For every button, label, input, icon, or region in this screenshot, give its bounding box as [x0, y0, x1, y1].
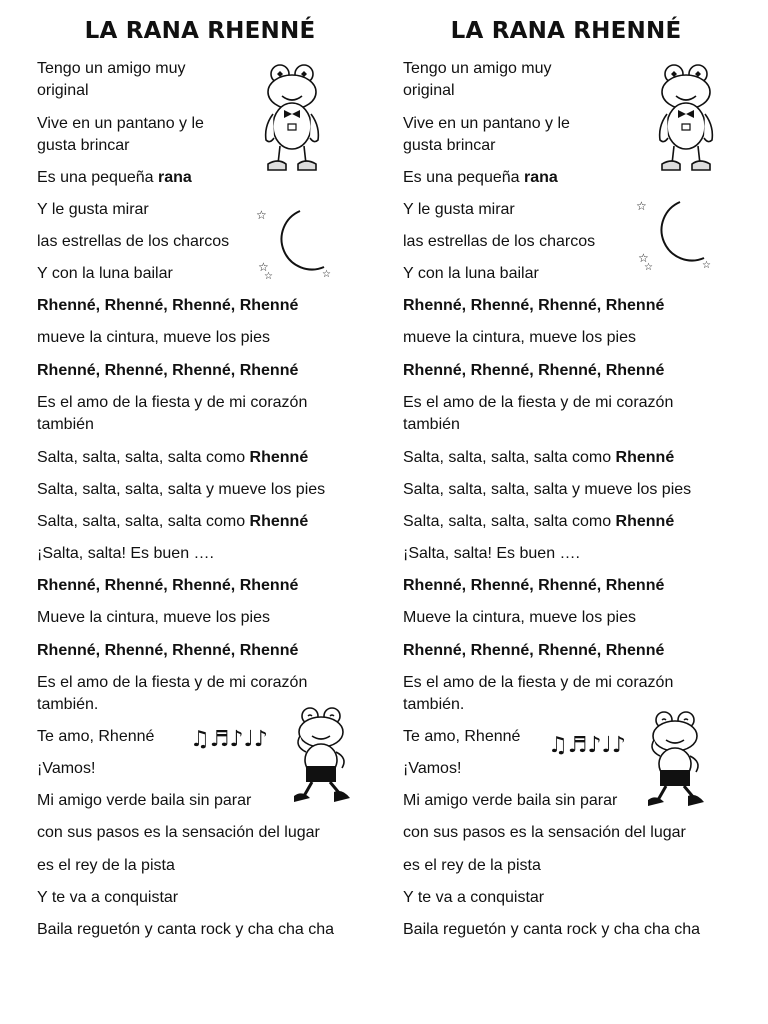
lyric-line: mueve la cintura, mueve los pies — [403, 329, 636, 346]
svg-text:☆: ☆ — [644, 262, 653, 272]
music-notes-illustration — [548, 708, 638, 756]
lyric-line: Es una pequeña rana — [37, 169, 192, 186]
lyric-line: Es el amo de la fiesta y de mi corazón también — [37, 394, 308, 433]
svg-text:☆: ☆ — [256, 208, 267, 222]
lyric-line: con sus pasos es la sensación del lugar — [37, 824, 320, 841]
lyric-line: Te amo, Rhenné — [37, 728, 155, 745]
lyric-line: las estrellas de los charcos — [37, 233, 230, 250]
svg-text:☆: ☆ — [258, 260, 269, 274]
svg-text:☆: ☆ — [702, 260, 711, 271]
lyric-line: ¡Salta, salta! Es buen …. — [403, 545, 580, 562]
song-sheet-right — [366, 0, 746, 1024]
lyric-chorus: Rhenné, Rhenné, Rhenné, Rhenné — [37, 362, 299, 379]
lyric-chorus: Rhenné, Rhenné, Rhenné, Rhenné — [403, 642, 665, 659]
lyric-chorus: Rhenné, Rhenné, Rhenné, Rhenné — [37, 577, 299, 594]
lyric-line: Salta, salta, salta, salta y mueve los pies — [403, 481, 692, 498]
lyric-line: Salta, salta, salta, salta como Rhenné — [37, 449, 309, 466]
lyric-chorus: Rhenné, Rhenné, Rhenné, Rhenné — [403, 362, 665, 379]
lyric-line: mueve la cintura, mueve los pies — [37, 329, 270, 346]
lyric-line: ¡Vamos! — [403, 760, 462, 777]
lyric-line: con sus pasos es la sensación del lugar — [403, 824, 686, 841]
lyric-chorus: Rhenné, Rhenné, Rhenné, Rhenné — [403, 577, 665, 594]
svg-text:☆: ☆ — [636, 199, 647, 213]
lyric-line: las estrellas de los charcos — [403, 233, 596, 250]
lyric-chorus: Rhenné, Rhenné, Rhenné, Rhenné — [37, 642, 299, 659]
lyric-line: es el rey de la pista — [37, 857, 175, 874]
svg-text:☆: ☆ — [322, 269, 331, 280]
lyric-line: Y le gusta mirar — [403, 201, 515, 218]
frog-standing-illustration — [256, 64, 328, 180]
lyric-line: Es el amo de la fiesta y de mi corazón también. — [37, 674, 308, 713]
lyric-chorus: Rhenné, Rhenné, Rhenné, Rhenné — [403, 297, 665, 314]
lyric-line: Salta, salta, salta, salta como Rhenné — [37, 513, 309, 530]
song-title: LA RANA RHENNÉ — [450, 18, 682, 44]
lyric-line: Vive en un pantano y le gusta brincar — [37, 115, 204, 154]
lyric-line: Salta, salta, salta, salta y mueve los pies — [37, 481, 326, 498]
lyric-line: Mi amigo verde baila sin parar — [37, 792, 252, 809]
svg-text:☆: ☆ — [638, 251, 649, 265]
lyric-line: Baila reguetón y canta rock y cha cha cha — [403, 921, 701, 938]
lyric-line: Y con la luna bailar — [37, 265, 173, 282]
frog-dancing-illustration — [640, 710, 710, 814]
svg-text:♫♬♪♩♪: ♫♬♪♩♪ — [190, 727, 268, 750]
lyric-line: es el rey de la pista — [403, 857, 541, 874]
lyric-line: Y te va a conquistar — [403, 889, 545, 906]
lyric-line: Y con la luna bailar — [403, 265, 539, 282]
lyric-line: Mueve la cintura, mueve los pies — [37, 609, 270, 626]
lyric-line: Tengo un amigo muy original — [37, 60, 186, 99]
lyric-line: Vive en un pantano y le gusta brincar — [403, 115, 570, 154]
lyric-line: Salta, salta, salta, salta como Rhenné — [403, 513, 675, 530]
lyric-line: Salta, salta, salta, salta como Rhenné — [403, 449, 675, 466]
lyric-line: Te amo, Rhenné — [403, 728, 521, 745]
frog-dancing-illustration — [286, 706, 356, 810]
lyric-chorus: Rhenné, Rhenné, Rhenné, Rhenné — [37, 297, 299, 314]
lyric-line: ¡Salta, salta! Es buen …. — [37, 545, 214, 562]
song-title: LA RANA RHENNÉ — [84, 18, 316, 44]
crescent-moon-with-stars-illustration — [634, 196, 714, 272]
song-sheet-left — [0, 0, 380, 1024]
lyric-line: Es el amo de la fiesta y de mi corazón también — [403, 394, 674, 433]
music-notes-illustration — [190, 702, 280, 750]
frog-standing-illustration — [650, 64, 722, 180]
crescent-moon-with-stars-illustration — [254, 205, 334, 281]
lyric-line: ¡Vamos! — [37, 760, 96, 777]
lyric-line: Mi amigo verde baila sin parar — [403, 792, 618, 809]
svg-text:☆: ☆ — [264, 271, 273, 281]
lyric-line: Es una pequeña rana — [403, 169, 558, 186]
lyric-line: Y te va a conquistar — [37, 889, 179, 906]
svg-text:♫♬♪♩♪: ♫♬♪♩♪ — [548, 733, 626, 756]
lyric-line: Tengo un amigo muy original — [403, 60, 552, 99]
lyric-line: Es el amo de la fiesta y de mi corazón también. — [403, 674, 674, 713]
lyric-line: Mueve la cintura, mueve los pies — [403, 609, 636, 626]
lyric-line: Y le gusta mirar — [37, 201, 149, 218]
lyric-line: Baila reguetón y canta rock y cha cha cha — [37, 921, 335, 938]
